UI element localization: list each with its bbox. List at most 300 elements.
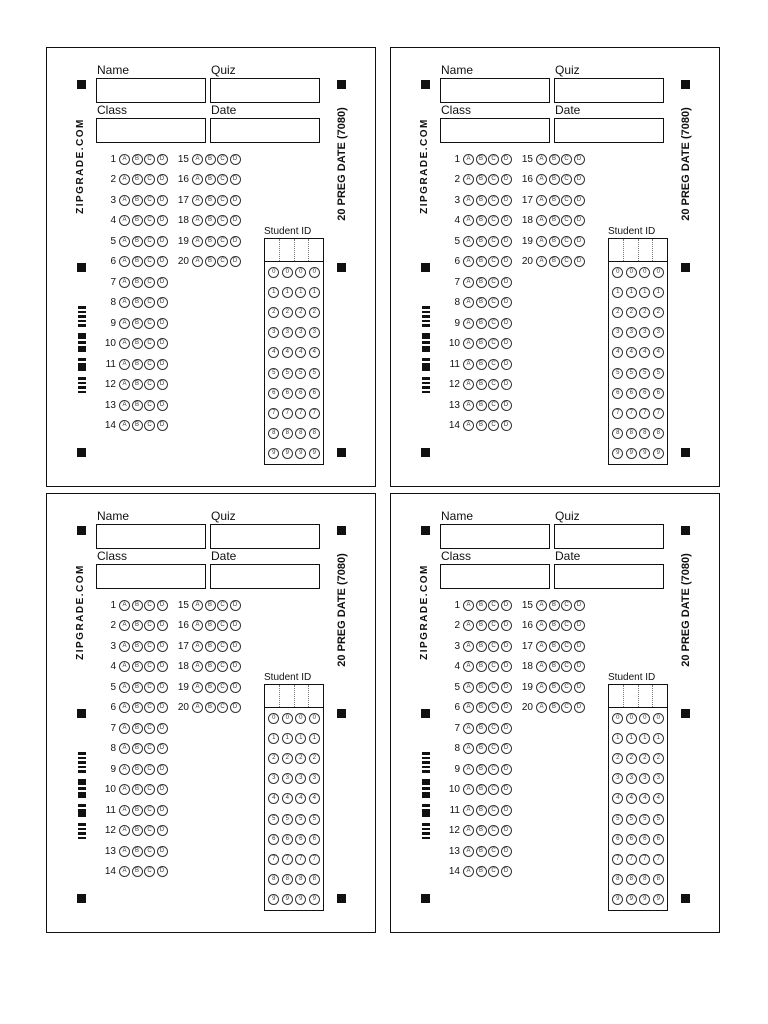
answer-bubble[interactable]: D: [157, 379, 168, 390]
answer-bubble[interactable]: A: [119, 297, 130, 308]
answer-bubble[interactable]: C: [217, 620, 228, 631]
answer-bubble[interactable]: C: [144, 846, 155, 857]
student-id-bubble[interactable]: 7: [653, 408, 664, 419]
answer-bubble[interactable]: C: [144, 805, 155, 816]
answer-bubble[interactable]: C: [217, 215, 228, 226]
answer-bubble[interactable]: D: [230, 195, 241, 206]
student-id-bubble[interactable]: 9: [282, 448, 293, 459]
answer-bubble[interactable]: C: [488, 846, 499, 857]
student-id-bubble[interactable]: 4: [295, 347, 306, 358]
answer-bubble[interactable]: D: [157, 825, 168, 836]
student-id-bubble[interactable]: 0: [612, 713, 623, 724]
date-field[interactable]: [210, 564, 320, 589]
answer-bubble[interactable]: B: [132, 154, 143, 165]
student-id-bubble[interactable]: 9: [612, 894, 623, 905]
answer-bubble[interactable]: C: [488, 236, 499, 247]
answer-bubble[interactable]: B: [205, 256, 216, 267]
student-id-bubble[interactable]: 8: [309, 428, 320, 439]
name-field[interactable]: [440, 78, 550, 103]
answer-bubble[interactable]: B: [132, 359, 143, 370]
answer-bubble[interactable]: A: [119, 805, 130, 816]
answer-bubble[interactable]: D: [501, 236, 512, 247]
answer-bubble[interactable]: A: [119, 420, 130, 431]
answer-bubble[interactable]: C: [144, 641, 155, 652]
student-id-bubble[interactable]: 7: [268, 408, 279, 419]
student-id-bubble[interactable]: 2: [295, 307, 306, 318]
answer-bubble[interactable]: D: [230, 256, 241, 267]
student-id-bubble[interactable]: 8: [612, 428, 623, 439]
student-id-bubble[interactable]: 1: [626, 733, 637, 744]
answer-bubble[interactable]: C: [144, 154, 155, 165]
student-id-bubble[interactable]: 9: [309, 894, 320, 905]
answer-bubble[interactable]: D: [230, 236, 241, 247]
answer-bubble[interactable]: D: [574, 256, 585, 267]
answer-bubble[interactable]: A: [119, 764, 130, 775]
answer-bubble[interactable]: D: [230, 154, 241, 165]
answer-bubble[interactable]: C: [488, 682, 499, 693]
answer-bubble[interactable]: B: [132, 297, 143, 308]
answer-bubble[interactable]: A: [463, 805, 474, 816]
student-id-bubble[interactable]: 7: [639, 854, 650, 865]
student-id-bubble[interactable]: 1: [639, 287, 650, 298]
answer-bubble[interactable]: D: [230, 174, 241, 185]
answer-bubble[interactable]: A: [192, 215, 203, 226]
answer-bubble[interactable]: C: [217, 256, 228, 267]
student-id-bubble[interactable]: 2: [639, 307, 650, 318]
answer-bubble[interactable]: D: [157, 215, 168, 226]
answer-bubble[interactable]: C: [488, 277, 499, 288]
answer-bubble[interactable]: B: [476, 764, 487, 775]
answer-bubble[interactable]: A: [463, 215, 474, 226]
student-id-bubble[interactable]: 1: [612, 733, 623, 744]
answer-bubble[interactable]: C: [561, 256, 572, 267]
student-id-bubble[interactable]: 4: [282, 793, 293, 804]
answer-bubble[interactable]: C: [561, 195, 572, 206]
student-id-bubble[interactable]: 6: [612, 388, 623, 399]
answer-bubble[interactable]: C: [488, 600, 499, 611]
answer-bubble[interactable]: A: [536, 195, 547, 206]
answer-bubble[interactable]: D: [501, 154, 512, 165]
answer-bubble[interactable]: B: [476, 661, 487, 672]
student-id-bubble[interactable]: 4: [295, 793, 306, 804]
student-id-bubble[interactable]: 7: [626, 854, 637, 865]
answer-bubble[interactable]: D: [157, 420, 168, 431]
answer-bubble[interactable]: D: [501, 784, 512, 795]
student-id-write-boxes[interactable]: [609, 239, 667, 262]
answer-bubble[interactable]: D: [157, 400, 168, 411]
answer-bubble[interactable]: A: [119, 318, 130, 329]
student-id-bubble[interactable]: 5: [639, 368, 650, 379]
answer-bubble[interactable]: A: [536, 641, 547, 652]
student-id-bubble[interactable]: 4: [612, 347, 623, 358]
answer-bubble[interactable]: C: [144, 174, 155, 185]
answer-bubble[interactable]: B: [476, 154, 487, 165]
answer-bubble[interactable]: D: [501, 866, 512, 877]
answer-bubble[interactable]: D: [157, 661, 168, 672]
answer-bubble[interactable]: D: [574, 236, 585, 247]
answer-bubble[interactable]: D: [157, 620, 168, 631]
answer-bubble[interactable]: C: [144, 600, 155, 611]
answer-bubble[interactable]: B: [132, 866, 143, 877]
student-id-bubble[interactable]: 1: [612, 287, 623, 298]
answer-bubble[interactable]: D: [230, 620, 241, 631]
answer-bubble[interactable]: C: [561, 620, 572, 631]
student-id-bubble[interactable]: 8: [639, 428, 650, 439]
answer-bubble[interactable]: A: [192, 154, 203, 165]
answer-bubble[interactable]: A: [463, 600, 474, 611]
answer-bubble[interactable]: D: [230, 215, 241, 226]
answer-bubble[interactable]: C: [561, 154, 572, 165]
answer-bubble[interactable]: D: [501, 379, 512, 390]
answer-bubble[interactable]: D: [501, 318, 512, 329]
student-id-bubble[interactable]: 5: [309, 368, 320, 379]
student-id-bubble[interactable]: 4: [612, 793, 623, 804]
answer-bubble[interactable]: D: [574, 682, 585, 693]
answer-bubble[interactable]: B: [549, 256, 560, 267]
answer-bubble[interactable]: B: [476, 641, 487, 652]
answer-bubble[interactable]: C: [144, 236, 155, 247]
answer-bubble[interactable]: B: [205, 620, 216, 631]
student-id-bubble[interactable]: 9: [295, 448, 306, 459]
answer-bubble[interactable]: B: [132, 641, 143, 652]
student-id-bubble[interactable]: 9: [268, 894, 279, 905]
student-id-bubble[interactable]: 3: [295, 327, 306, 338]
student-id-bubble[interactable]: 5: [653, 814, 664, 825]
student-id-bubble[interactable]: 9: [282, 894, 293, 905]
answer-bubble[interactable]: D: [501, 215, 512, 226]
student-id-bubble[interactable]: 0: [639, 713, 650, 724]
answer-bubble[interactable]: C: [488, 805, 499, 816]
answer-bubble[interactable]: B: [476, 784, 487, 795]
answer-bubble[interactable]: D: [501, 661, 512, 672]
answer-bubble[interactable]: B: [549, 154, 560, 165]
answer-bubble[interactable]: D: [501, 723, 512, 734]
student-id-bubble[interactable]: 1: [295, 733, 306, 744]
answer-bubble[interactable]: A: [463, 318, 474, 329]
student-id-bubble[interactable]: 9: [309, 448, 320, 459]
student-id-bubble[interactable]: 8: [282, 428, 293, 439]
student-id-bubble[interactable]: 5: [268, 814, 279, 825]
answer-bubble[interactable]: B: [476, 318, 487, 329]
answer-bubble[interactable]: B: [205, 702, 216, 713]
student-id-bubble[interactable]: 8: [639, 874, 650, 885]
answer-bubble[interactable]: D: [501, 600, 512, 611]
answer-bubble[interactable]: A: [192, 641, 203, 652]
answer-bubble[interactable]: B: [476, 723, 487, 734]
student-id-bubble[interactable]: 4: [639, 347, 650, 358]
answer-bubble[interactable]: D: [157, 359, 168, 370]
answer-bubble[interactable]: D: [157, 784, 168, 795]
answer-bubble[interactable]: A: [119, 661, 130, 672]
answer-bubble[interactable]: C: [144, 723, 155, 734]
answer-bubble[interactable]: A: [192, 682, 203, 693]
answer-bubble[interactable]: B: [549, 174, 560, 185]
answer-bubble[interactable]: D: [574, 661, 585, 672]
student-id-bubble[interactable]: 0: [309, 713, 320, 724]
answer-bubble[interactable]: A: [119, 723, 130, 734]
answer-bubble[interactable]: A: [536, 256, 547, 267]
answer-bubble[interactable]: A: [192, 236, 203, 247]
student-id-bubble[interactable]: 9: [295, 894, 306, 905]
student-id-bubble[interactable]: 3: [612, 773, 623, 784]
answer-bubble[interactable]: B: [476, 866, 487, 877]
answer-bubble[interactable]: A: [536, 154, 547, 165]
answer-bubble[interactable]: B: [476, 805, 487, 816]
answer-bubble[interactable]: C: [217, 195, 228, 206]
student-id-bubble[interactable]: 5: [612, 814, 623, 825]
answer-bubble[interactable]: B: [132, 215, 143, 226]
student-id-write-boxes[interactable]: [609, 685, 667, 708]
student-id-bubble[interactable]: 8: [626, 428, 637, 439]
student-id-bubble[interactable]: 3: [295, 773, 306, 784]
answer-bubble[interactable]: D: [230, 702, 241, 713]
answer-bubble[interactable]: B: [476, 195, 487, 206]
answer-bubble[interactable]: D: [501, 174, 512, 185]
student-id-bubble[interactable]: 1: [653, 733, 664, 744]
answer-bubble[interactable]: C: [488, 379, 499, 390]
student-id-bubble[interactable]: 2: [282, 753, 293, 764]
student-id-bubble[interactable]: 1: [268, 733, 279, 744]
student-id-bubble[interactable]: 5: [626, 368, 637, 379]
answer-bubble[interactable]: D: [157, 723, 168, 734]
answer-bubble[interactable]: C: [144, 379, 155, 390]
student-id-bubble[interactable]: 4: [282, 347, 293, 358]
answer-bubble[interactable]: C: [488, 420, 499, 431]
answer-bubble[interactable]: C: [144, 866, 155, 877]
answer-bubble[interactable]: C: [144, 420, 155, 431]
answer-bubble[interactable]: A: [119, 215, 130, 226]
student-id-bubble[interactable]: 5: [653, 368, 664, 379]
student-id-bubble[interactable]: 7: [268, 854, 279, 865]
student-id-bubble[interactable]: 3: [626, 327, 637, 338]
student-id-bubble[interactable]: 0: [268, 267, 279, 278]
answer-bubble[interactable]: C: [144, 359, 155, 370]
answer-bubble[interactable]: A: [463, 277, 474, 288]
student-id-bubble[interactable]: 1: [653, 287, 664, 298]
answer-bubble[interactable]: A: [119, 784, 130, 795]
answer-bubble[interactable]: D: [501, 825, 512, 836]
answer-bubble[interactable]: A: [536, 174, 547, 185]
student-id-bubble[interactable]: 3: [639, 327, 650, 338]
answer-bubble[interactable]: A: [463, 154, 474, 165]
student-id-bubble[interactable]: 2: [309, 307, 320, 318]
student-id-bubble[interactable]: 5: [309, 814, 320, 825]
answer-bubble[interactable]: A: [463, 723, 474, 734]
date-field[interactable]: [554, 564, 664, 589]
answer-bubble[interactable]: C: [561, 174, 572, 185]
student-id-bubble[interactable]: 1: [282, 287, 293, 298]
answer-bubble[interactable]: A: [463, 784, 474, 795]
student-id-write-boxes[interactable]: [265, 685, 323, 708]
answer-bubble[interactable]: D: [574, 620, 585, 631]
answer-bubble[interactable]: A: [536, 682, 547, 693]
student-id-bubble[interactable]: 3: [282, 327, 293, 338]
answer-bubble[interactable]: A: [119, 866, 130, 877]
student-id-bubble[interactable]: 8: [282, 874, 293, 885]
answer-bubble[interactable]: A: [119, 620, 130, 631]
answer-bubble[interactable]: A: [463, 825, 474, 836]
answer-bubble[interactable]: D: [574, 702, 585, 713]
answer-bubble[interactable]: D: [574, 600, 585, 611]
class-field[interactable]: [440, 118, 550, 143]
answer-bubble[interactable]: C: [488, 154, 499, 165]
answer-bubble[interactable]: B: [549, 682, 560, 693]
answer-bubble[interactable]: B: [476, 743, 487, 754]
answer-bubble[interactable]: B: [549, 620, 560, 631]
answer-bubble[interactable]: D: [157, 277, 168, 288]
answer-bubble[interactable]: B: [132, 338, 143, 349]
student-id-bubble[interactable]: 3: [309, 327, 320, 338]
answer-bubble[interactable]: D: [501, 620, 512, 631]
answer-bubble[interactable]: D: [157, 600, 168, 611]
student-id-bubble[interactable]: 2: [309, 753, 320, 764]
student-id-bubble[interactable]: 5: [282, 814, 293, 825]
answer-bubble[interactable]: B: [132, 825, 143, 836]
answer-bubble[interactable]: C: [488, 661, 499, 672]
answer-bubble[interactable]: A: [463, 764, 474, 775]
student-id-bubble[interactable]: 6: [268, 388, 279, 399]
answer-bubble[interactable]: B: [476, 600, 487, 611]
student-id-bubble[interactable]: 0: [653, 267, 664, 278]
student-id-bubble[interactable]: 6: [295, 388, 306, 399]
answer-bubble[interactable]: D: [574, 195, 585, 206]
answer-bubble[interactable]: B: [132, 620, 143, 631]
answer-bubble[interactable]: B: [132, 702, 143, 713]
student-id-bubble[interactable]: 4: [653, 793, 664, 804]
student-id-bubble[interactable]: 8: [612, 874, 623, 885]
answer-bubble[interactable]: D: [501, 359, 512, 370]
student-id-bubble[interactable]: 5: [295, 368, 306, 379]
answer-bubble[interactable]: D: [157, 318, 168, 329]
student-id-bubble[interactable]: 3: [653, 773, 664, 784]
name-field[interactable]: [96, 524, 206, 549]
student-id-bubble[interactable]: 7: [653, 854, 664, 865]
student-id-bubble[interactable]: 3: [309, 773, 320, 784]
answer-bubble[interactable]: C: [488, 256, 499, 267]
answer-bubble[interactable]: A: [536, 702, 547, 713]
answer-bubble[interactable]: B: [476, 620, 487, 631]
answer-bubble[interactable]: A: [463, 256, 474, 267]
answer-bubble[interactable]: A: [119, 641, 130, 652]
answer-bubble[interactable]: B: [476, 846, 487, 857]
answer-bubble[interactable]: A: [119, 702, 130, 713]
answer-bubble[interactable]: A: [192, 620, 203, 631]
answer-bubble[interactable]: B: [476, 400, 487, 411]
answer-bubble[interactable]: B: [549, 600, 560, 611]
student-id-bubble[interactable]: 0: [282, 267, 293, 278]
answer-bubble[interactable]: C: [144, 682, 155, 693]
student-id-bubble[interactable]: 2: [653, 753, 664, 764]
quiz-field[interactable]: [210, 78, 320, 103]
student-id-bubble[interactable]: 4: [309, 347, 320, 358]
answer-bubble[interactable]: B: [205, 215, 216, 226]
student-id-bubble[interactable]: 8: [626, 874, 637, 885]
answer-bubble[interactable]: A: [119, 600, 130, 611]
class-field[interactable]: [96, 564, 206, 589]
answer-bubble[interactable]: B: [132, 743, 143, 754]
answer-bubble[interactable]: D: [501, 277, 512, 288]
answer-bubble[interactable]: D: [501, 338, 512, 349]
answer-bubble[interactable]: B: [132, 174, 143, 185]
answer-bubble[interactable]: A: [536, 600, 547, 611]
student-id-bubble[interactable]: 0: [295, 267, 306, 278]
answer-bubble[interactable]: B: [476, 702, 487, 713]
answer-bubble[interactable]: C: [561, 661, 572, 672]
student-id-bubble[interactable]: 7: [309, 854, 320, 865]
answer-bubble[interactable]: D: [501, 702, 512, 713]
answer-bubble[interactable]: C: [488, 400, 499, 411]
answer-bubble[interactable]: B: [132, 600, 143, 611]
answer-bubble[interactable]: B: [132, 661, 143, 672]
answer-bubble[interactable]: A: [536, 620, 547, 631]
answer-bubble[interactable]: D: [230, 661, 241, 672]
student-id-bubble[interactable]: 6: [653, 834, 664, 845]
answer-bubble[interactable]: A: [119, 846, 130, 857]
answer-bubble[interactable]: C: [488, 825, 499, 836]
student-id-bubble[interactable]: 7: [282, 854, 293, 865]
student-id-bubble[interactable]: 0: [268, 713, 279, 724]
answer-bubble[interactable]: A: [536, 236, 547, 247]
answer-bubble[interactable]: D: [501, 420, 512, 431]
answer-bubble[interactable]: C: [217, 174, 228, 185]
answer-bubble[interactable]: C: [488, 215, 499, 226]
answer-bubble[interactable]: A: [192, 256, 203, 267]
student-id-bubble[interactable]: 2: [282, 307, 293, 318]
student-id-bubble[interactable]: 6: [268, 834, 279, 845]
student-id-bubble[interactable]: 1: [309, 287, 320, 298]
student-id-bubble[interactable]: 0: [626, 713, 637, 724]
student-id-bubble[interactable]: 0: [309, 267, 320, 278]
answer-bubble[interactable]: B: [549, 641, 560, 652]
answer-bubble[interactable]: C: [144, 195, 155, 206]
answer-bubble[interactable]: D: [501, 846, 512, 857]
answer-bubble[interactable]: C: [561, 215, 572, 226]
answer-bubble[interactable]: A: [119, 154, 130, 165]
answer-bubble[interactable]: D: [574, 215, 585, 226]
answer-bubble[interactable]: A: [463, 379, 474, 390]
student-id-bubble[interactable]: 4: [653, 347, 664, 358]
answer-bubble[interactable]: B: [549, 215, 560, 226]
answer-bubble[interactable]: B: [132, 318, 143, 329]
student-id-bubble[interactable]: 2: [268, 753, 279, 764]
student-id-bubble[interactable]: 2: [612, 753, 623, 764]
answer-bubble[interactable]: A: [463, 400, 474, 411]
student-id-bubble[interactable]: 3: [639, 773, 650, 784]
student-id-bubble[interactable]: 7: [309, 408, 320, 419]
student-id-bubble[interactable]: 8: [653, 874, 664, 885]
answer-bubble[interactable]: C: [144, 297, 155, 308]
student-id-bubble[interactable]: 8: [309, 874, 320, 885]
answer-bubble[interactable]: A: [463, 661, 474, 672]
answer-bubble[interactable]: C: [144, 784, 155, 795]
answer-bubble[interactable]: B: [132, 764, 143, 775]
student-id-bubble[interactable]: 3: [268, 327, 279, 338]
answer-bubble[interactable]: C: [561, 236, 572, 247]
answer-bubble[interactable]: D: [157, 641, 168, 652]
answer-bubble[interactable]: B: [476, 236, 487, 247]
answer-bubble[interactable]: D: [157, 195, 168, 206]
student-id-bubble[interactable]: 5: [612, 368, 623, 379]
answer-bubble[interactable]: D: [574, 641, 585, 652]
answer-bubble[interactable]: B: [476, 215, 487, 226]
answer-bubble[interactable]: C: [488, 784, 499, 795]
answer-bubble[interactable]: C: [144, 400, 155, 411]
student-id-bubble[interactable]: 6: [639, 834, 650, 845]
answer-bubble[interactable]: A: [463, 682, 474, 693]
answer-bubble[interactable]: D: [501, 256, 512, 267]
answer-bubble[interactable]: C: [561, 702, 572, 713]
answer-bubble[interactable]: A: [463, 359, 474, 370]
